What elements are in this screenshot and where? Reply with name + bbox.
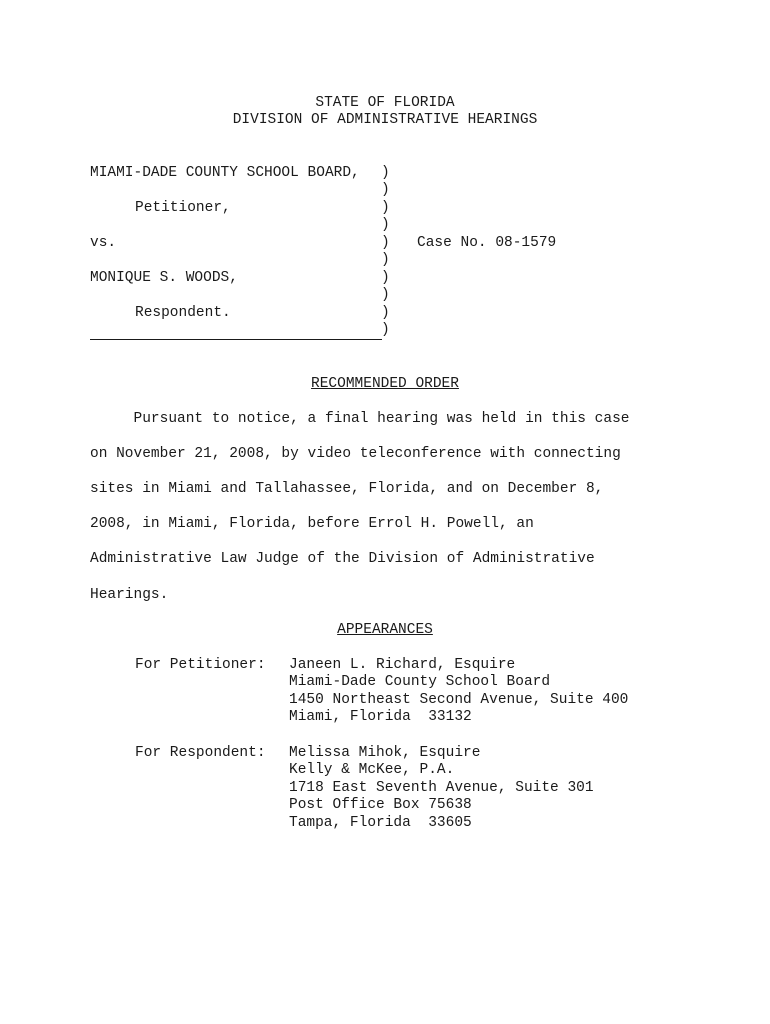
bracket: ) [381,235,390,251]
paragraph-line: sites in Miami and Tallahassee, Florida, and on December 8, [90,481,604,497]
bracket: ) [381,287,390,303]
address-line: 1450 Northeast Second Avenue, Suite 400 [289,692,629,708]
caption-underline [90,339,382,340]
bracket: ) [381,322,390,338]
case-number: Case No. 08-1579 [417,235,557,251]
paragraph-line: Pursuant to notice, a final hearing was held in this case [90,411,630,427]
bracket: ) [381,182,390,198]
bracket: ) [381,165,390,181]
address-line: Tampa, Florida 33605 [289,815,472,831]
bracket: ) [381,217,390,233]
respondent-role: Respondent. [135,305,231,321]
paragraph-line: 2008, in Miami, Florida, before Errol H. Powell, an [90,516,534,532]
order-title: RECOMMENDED ORDER [311,376,459,392]
address-line: Miami-Dade County School Board [289,674,551,690]
bracket: ) [381,252,390,268]
versus-label: vs. [90,235,117,251]
address-line: Kelly & McKee, P.A. [289,762,455,778]
header-state: STATE OF FLORIDA [315,95,455,111]
address-line: Melissa Mihok, Esquire [289,745,481,761]
bracket: ) [381,270,390,286]
petitioner-role: Petitioner, [135,200,231,216]
bracket: ) [381,305,390,321]
address-line: Janeen L. Richard, Esquire [289,657,516,673]
paragraph-line: Administrative Law Judge of the Division of Administrative [90,551,595,567]
paragraph-line: Hearings. [90,587,169,603]
respondent-name: MONIQUE S. WOODS, [90,270,238,286]
petitioner-counsel-label: For Petitioner: [135,657,266,673]
header-division: DIVISION OF ADMINISTRATIVE HEARINGS [232,112,538,128]
paragraph-line: on November 21, 2008, by video teleconference with connecting [90,446,621,462]
address-line: Post Office Box 75638 [289,797,472,813]
address-line: 1718 East Seventh Avenue, Suite 301 [289,780,594,796]
petitioner-name: MIAMI-DADE COUNTY SCHOOL BOARD, [90,165,360,181]
appearances-title: APPEARANCES [337,622,433,638]
address-line: Miami, Florida 33132 [289,709,472,725]
respondent-counsel-label: For Respondent: [135,745,266,761]
bracket: ) [381,200,390,216]
